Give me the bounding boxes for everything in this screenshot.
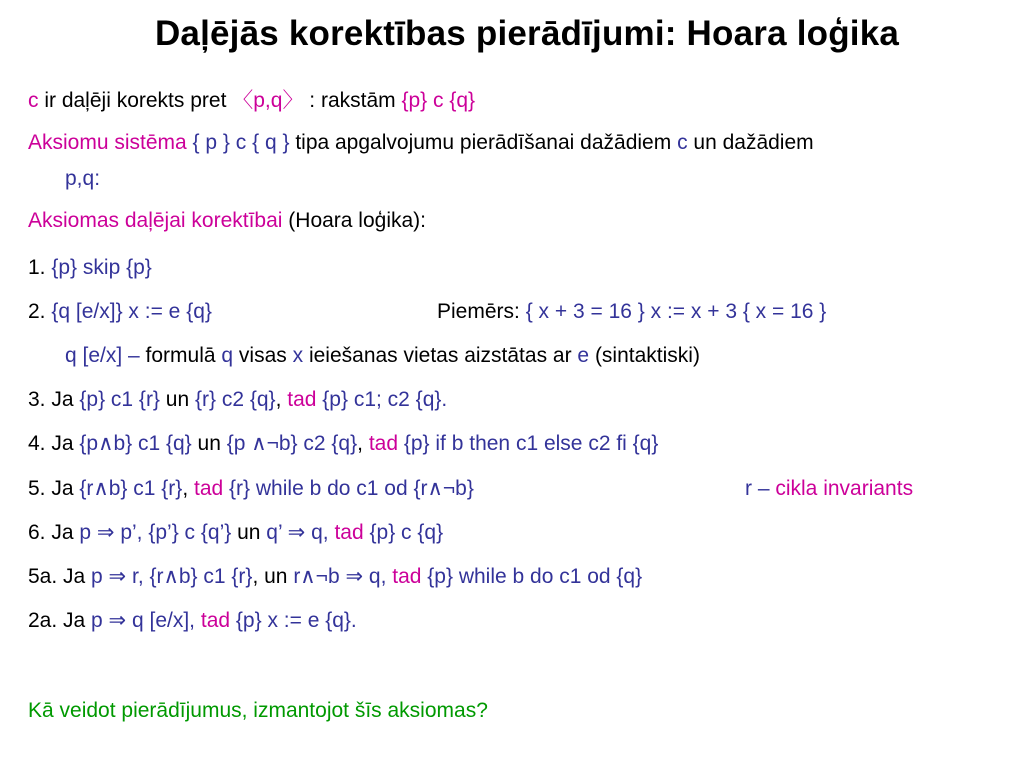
- text-segment: Aksiomas daļējai korektībai: [28, 209, 283, 232]
- text-segment: 5a. Ja: [28, 565, 92, 588]
- line-substitution-note: [65, 343, 700, 369]
- line-axiom-5a: [28, 564, 642, 590]
- text-segment: {r} while b do c1 od {r∧¬b}: [223, 477, 474, 500]
- text-segment: { p } c { q }: [186, 131, 296, 154]
- text-segment: un: [159, 388, 195, 411]
- line-axiom-2a: [28, 608, 357, 634]
- text-segment: visas: [233, 344, 293, 367]
- text-segment: 6. Ja: [28, 521, 80, 544]
- text-segment: tad: [194, 477, 224, 500]
- text-segment: x: [292, 344, 304, 367]
- text-segment: ,: [275, 388, 288, 411]
- text-segment: un: [231, 521, 267, 544]
- text-segment: 〈p,q〉: [232, 89, 304, 112]
- text-segment: {p} if b then c1 else c2 fi {q}: [398, 432, 659, 455]
- text-segment: { x + 3 = 16 } x := x + 3 { x = 16 }: [525, 300, 827, 323]
- text-segment: q [e/x] –: [65, 344, 146, 367]
- line-question: [28, 698, 488, 724]
- text-segment: q: [221, 344, 234, 367]
- text-segment: un dažādiem: [687, 131, 814, 154]
- text-segment: , un: [252, 565, 294, 588]
- line-axiom-2: [28, 299, 212, 325]
- text-segment: 4. Ja: [28, 432, 80, 455]
- text-segment: Kā veidot pierādījumus, izmantojot šīs aksiomas?: [28, 699, 488, 722]
- line-example: [437, 299, 826, 325]
- text-segment: {r} c2 {q}: [194, 388, 276, 411]
- line-axiom-system-cont: [65, 166, 100, 192]
- text-segment: c: [677, 131, 688, 154]
- text-segment: ,: [357, 432, 369, 455]
- text-segment: {p} c1 {r}: [79, 388, 160, 411]
- text-segment: 3. Ja: [28, 388, 80, 411]
- text-segment: r –: [745, 477, 776, 500]
- text-segment: {p} skip {p}: [51, 256, 152, 279]
- line-axiom-6: [28, 520, 443, 546]
- text-segment: r∧¬b ⇒ q,: [293, 565, 393, 588]
- text-segment: tad: [334, 521, 364, 544]
- line-invariant-note: [745, 476, 913, 502]
- text-segment: tad: [368, 432, 399, 455]
- text-segment: {p} while b do c1 od {q}: [421, 565, 643, 588]
- text-segment: q’ ⇒ q,: [266, 521, 335, 544]
- text-segment: : rakstām: [303, 89, 402, 112]
- text-segment: {q [e/x]} x := e {q}: [51, 300, 212, 323]
- text-segment: c: [28, 89, 39, 112]
- text-segment: 5. Ja: [28, 477, 80, 500]
- text-segment: formulā: [145, 344, 222, 367]
- text-segment: {p} c {q}: [363, 521, 444, 544]
- text-segment: p ⇒ q [e/x],: [91, 609, 201, 632]
- text-segment: tad: [200, 609, 231, 632]
- text-segment: tad: [287, 388, 317, 411]
- text-segment: 2.: [28, 300, 52, 323]
- line-axiom-5: [28, 476, 474, 502]
- text-segment: ir daļēji korekts pret: [38, 89, 233, 112]
- text-segment: Piemērs:: [437, 300, 526, 323]
- line-axiom-4: [28, 431, 658, 457]
- text-segment: {p∧b} c1 {q}: [79, 432, 192, 455]
- text-segment: cikla invariants: [775, 477, 914, 500]
- text-segment: (Hoara loģika):: [282, 209, 427, 232]
- text-segment: p ⇒ p’, {p’} c {q’}: [79, 521, 232, 544]
- page-title: Daļējās korektības pierādījumi: Hoara loģika: [154, 14, 900, 53]
- line-intro: [28, 88, 475, 114]
- text-segment: 2a. Ja: [28, 609, 92, 632]
- text-segment: 1.: [28, 256, 52, 279]
- text-segment: {p} c1; c2 {q}.: [316, 388, 448, 411]
- text-segment: un: [191, 432, 227, 455]
- text-segment: (sintaktiski): [589, 344, 700, 367]
- text-segment: tad: [392, 565, 422, 588]
- line-axioms-heading: [28, 208, 426, 234]
- text-segment: ,: [182, 477, 194, 500]
- text-segment: p,q:: [65, 167, 101, 190]
- text-segment: Aksiomu sistēma: [28, 131, 187, 154]
- text-segment: {p ∧¬b} c2 {q}: [226, 432, 358, 455]
- text-segment: tipa apgalvojumu pierādīšanai dažādiem: [295, 131, 678, 154]
- text-segment: p ⇒ r, {r∧b} c1 {r}: [91, 565, 253, 588]
- line-axiom-system: [28, 130, 814, 156]
- text-segment: {p} x := e {q}.: [230, 609, 357, 632]
- text-segment: {p} c {q}: [401, 89, 476, 112]
- text-segment: e: [577, 344, 590, 367]
- line-axiom-3: [28, 387, 447, 413]
- text-segment: ieiešanas vietas aizstātas ar: [303, 344, 578, 367]
- line-axiom-1: [28, 255, 152, 281]
- text-segment: {r∧b} c1 {r}: [79, 477, 183, 500]
